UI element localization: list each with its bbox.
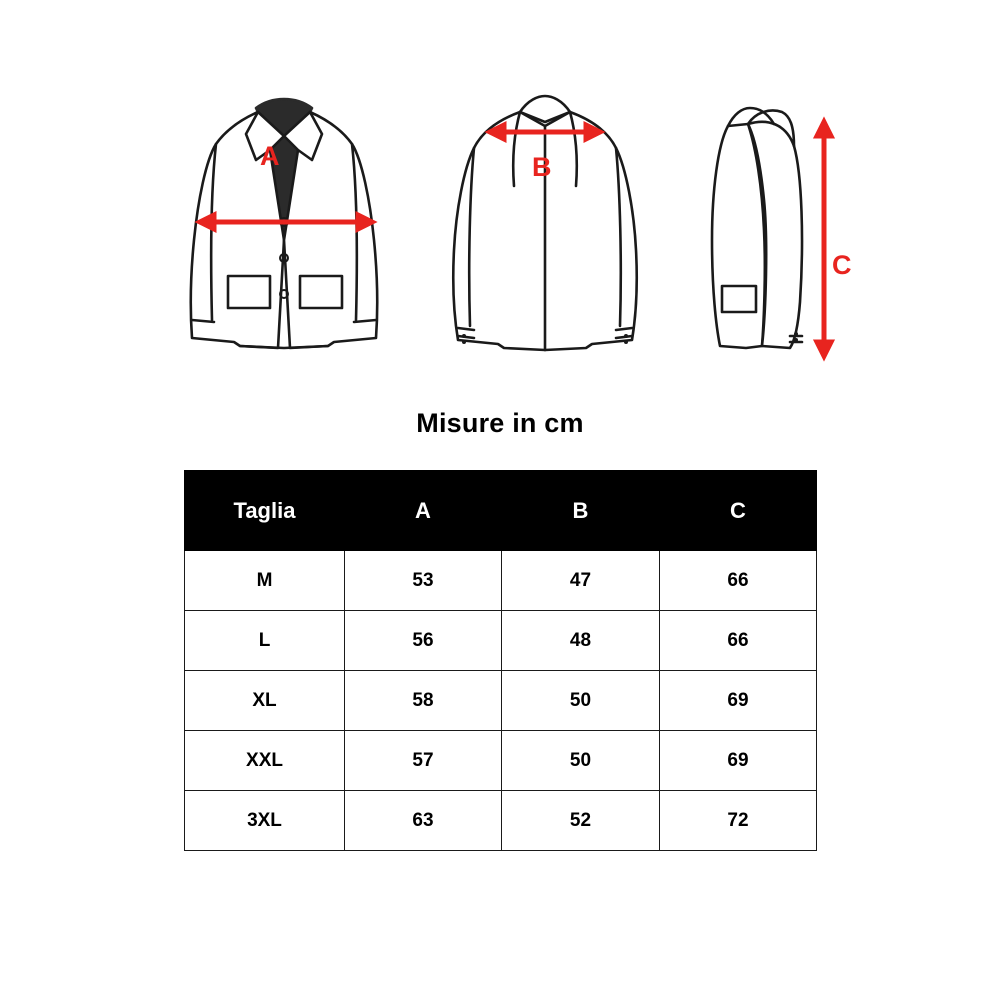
cell-b: 50: [502, 671, 660, 731]
measure-label-a: A: [260, 141, 280, 171]
cell-c: 66: [660, 611, 817, 671]
cell-a: 58: [345, 671, 502, 731]
size-table-wrapper: [184, 470, 816, 851]
table-row: [185, 791, 817, 851]
cell-b: 52: [502, 791, 660, 851]
cell-b: 48: [502, 611, 660, 671]
cell-size: L: [185, 611, 345, 671]
cell-size: 3XL: [185, 791, 345, 851]
cell-a: 56: [345, 611, 502, 671]
header-taglia: Taglia: [185, 471, 345, 551]
table-row: [185, 551, 817, 611]
header-c: C: [660, 471, 817, 551]
cell-size: XL: [185, 671, 345, 731]
cell-a: 63: [345, 791, 502, 851]
header-a: A: [345, 471, 502, 551]
cell-c: 69: [660, 671, 817, 731]
table-row: [185, 611, 817, 671]
cell-b: 47: [502, 551, 660, 611]
cell-b: 50: [502, 731, 660, 791]
caption-misure: Misure in cm: [416, 408, 584, 438]
cell-a: 53: [345, 551, 502, 611]
table-row: [185, 671, 817, 731]
cell-a: 57: [345, 731, 502, 791]
measure-label-c: C: [832, 250, 852, 280]
cell-c: 72: [660, 791, 817, 851]
header-b: B: [502, 471, 660, 551]
jacket-illustrations: [0, 90, 1000, 390]
cell-c: 66: [660, 551, 817, 611]
cell-size: M: [185, 551, 345, 611]
table-row: [185, 731, 817, 791]
jacket-side-view: [690, 90, 860, 385]
size-table: [184, 470, 817, 851]
measure-label-b: B: [532, 152, 552, 182]
cell-c: 69: [660, 731, 817, 791]
table-header-row: [185, 471, 817, 551]
cell-size: XXL: [185, 731, 345, 791]
jacket-front-view: [170, 90, 400, 385]
jacket-back-view: [440, 90, 650, 385]
